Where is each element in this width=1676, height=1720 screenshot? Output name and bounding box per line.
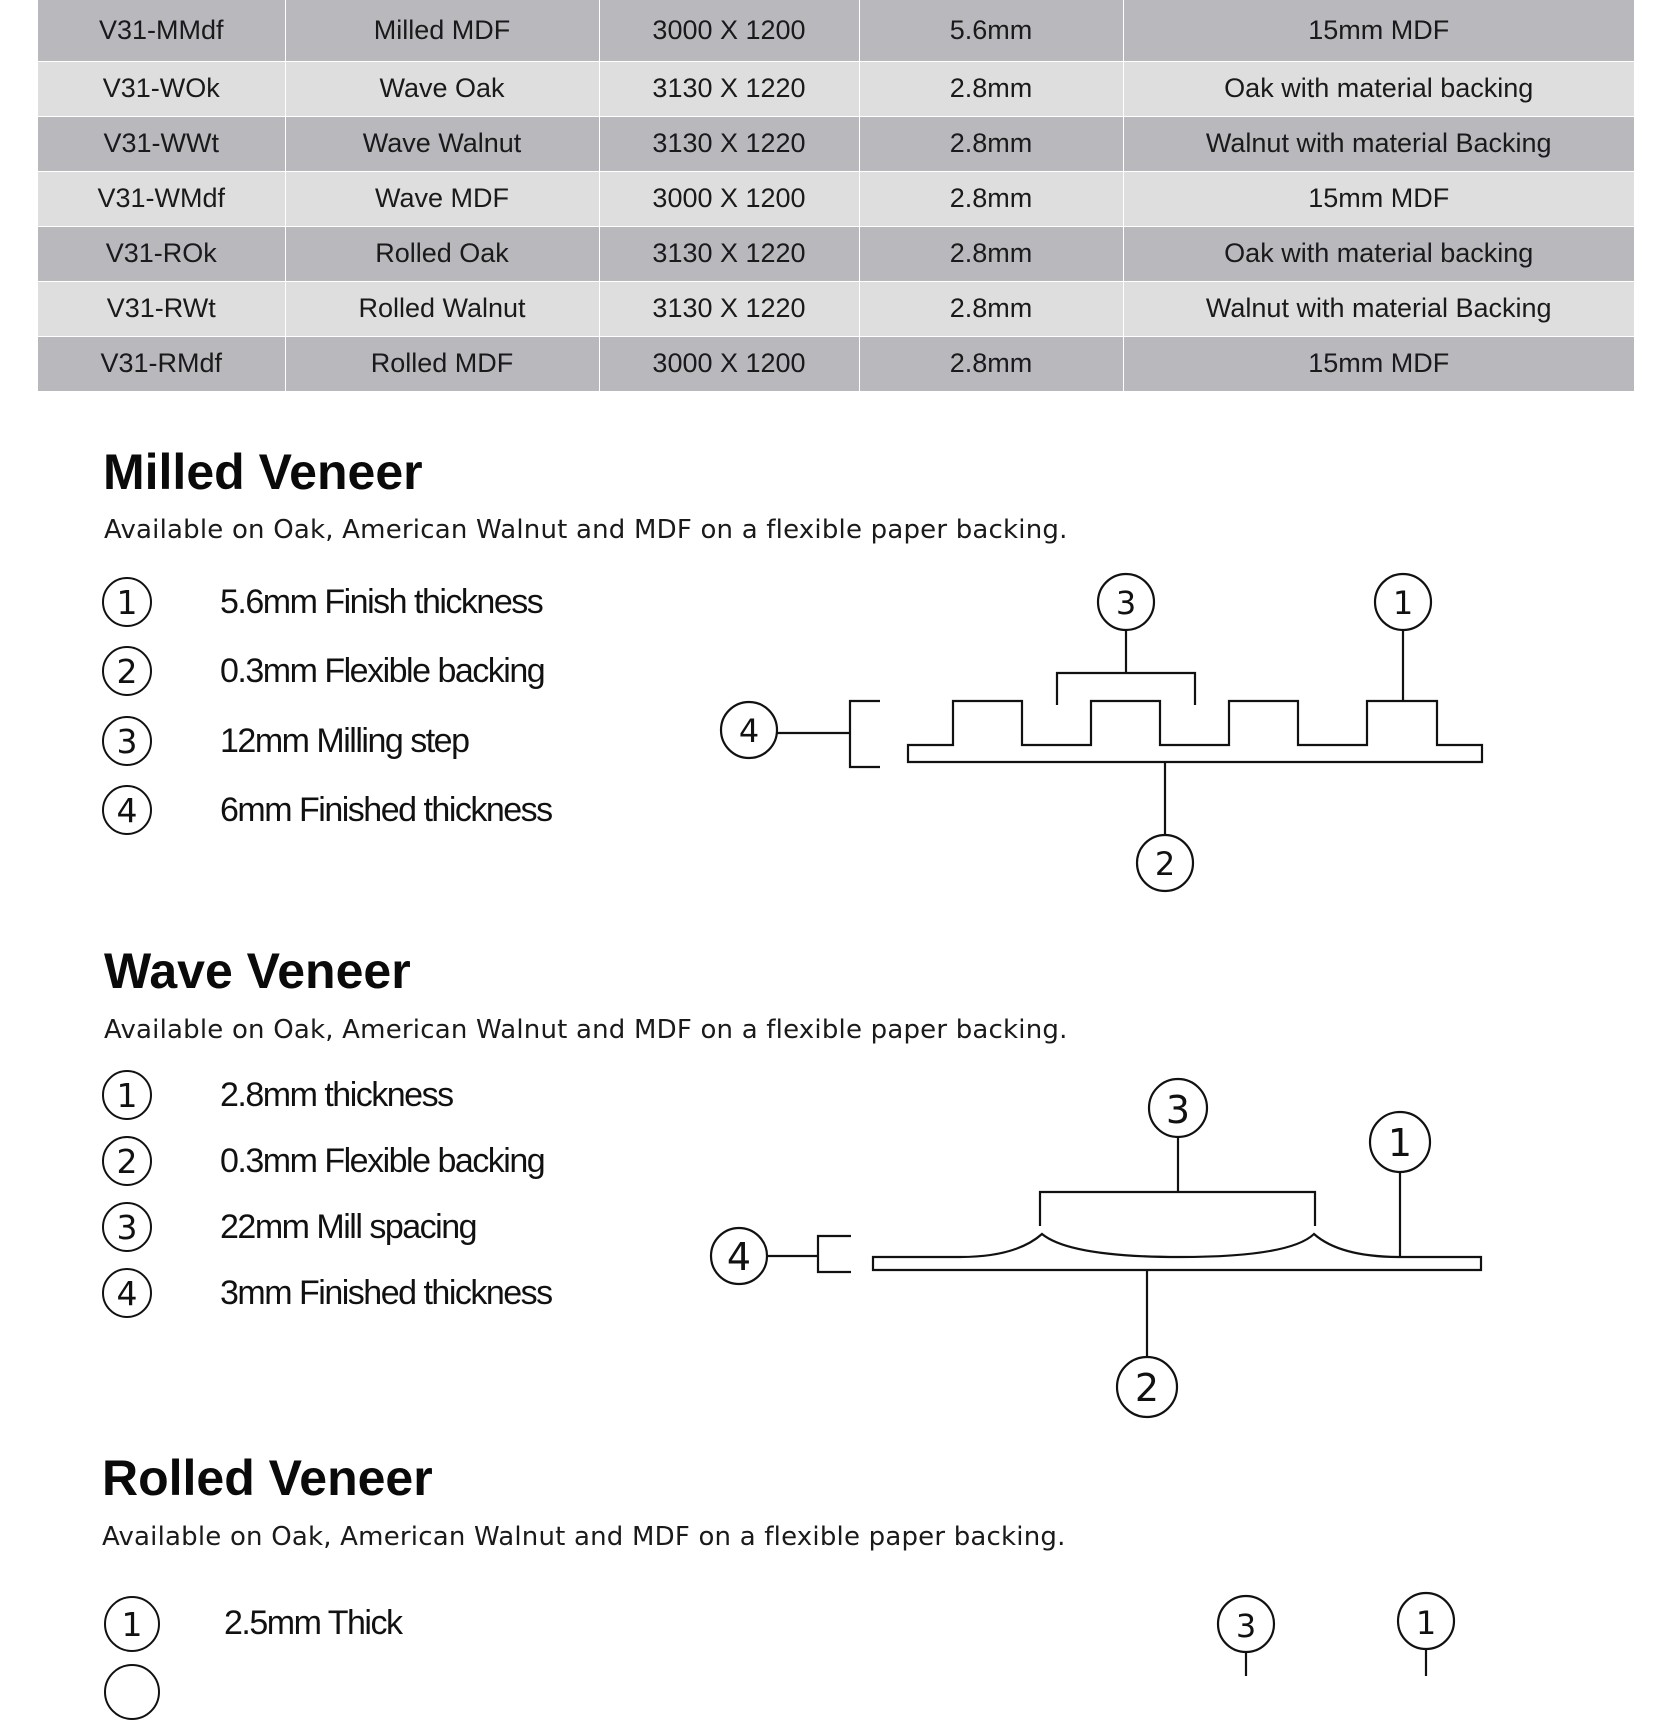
table-cell: 15mm MDF — [1123, 171, 1634, 226]
table-cell: Walnut with material Backing — [1123, 116, 1634, 171]
rolled-subtitle: Available on Oak, American Walnut and MDF on a flexible paper backing. — [102, 1522, 1066, 1552]
table-cell: 2.8mm — [859, 226, 1123, 281]
table-cell: 2.8mm — [859, 281, 1123, 336]
callout-1-label: 1 — [1387, 1121, 1413, 1165]
table-cell: V31-MMdf — [38, 0, 285, 61]
table-cell: 3000 X 1200 — [599, 336, 859, 391]
milled-title: Milled Veneer — [103, 444, 423, 500]
table-cell: 3130 X 1220 — [599, 226, 859, 281]
legend-text: 0.3mm Flexible backing — [220, 652, 545, 690]
legend-text: 2.8mm thickness — [220, 1076, 453, 1114]
legend-text: 3mm Finished thickness — [220, 1274, 552, 1312]
table-cell: 2.8mm — [859, 116, 1123, 171]
table-cell: V31-ROk — [38, 226, 285, 281]
table-cell: V31-WOk — [38, 61, 285, 116]
number-badge: 3 — [102, 716, 152, 766]
table-cell: V31-WWt — [38, 116, 285, 171]
number-badge: 3 — [102, 1202, 152, 1252]
number-badge: 4 — [102, 1268, 152, 1318]
table-cell: 2.8mm — [859, 336, 1123, 391]
number-badge: 1 — [104, 1596, 160, 1652]
wave-title: Wave Veneer — [104, 943, 411, 999]
callout-3-label: 3 — [1165, 1088, 1191, 1132]
callout-3-label: 3 — [1115, 584, 1137, 622]
table-cell: 2.8mm — [859, 171, 1123, 226]
callout-3-label: 3 — [1235, 1607, 1257, 1645]
milled-subtitle: Available on Oak, American Walnut and MDF on a flexible paper backing. — [104, 515, 1068, 545]
table-cell: 3130 X 1220 — [599, 116, 859, 171]
legend-text: 22mm Mill spacing — [220, 1208, 477, 1246]
table-cell: 15mm MDF — [1123, 336, 1634, 391]
callout-4-label: 4 — [738, 712, 760, 750]
table-cell: V31-WMdf — [38, 171, 285, 226]
table-cell: Wave MDF — [285, 171, 599, 226]
number-badge: 1 — [102, 577, 152, 627]
table-cell: Oak with material backing — [1123, 226, 1634, 281]
callout-2-label: 2 — [1134, 1366, 1160, 1410]
legend-text: 0.3mm Flexible backing — [220, 1142, 545, 1180]
table-cell: 3000 X 1200 — [599, 171, 859, 226]
number-badge: 2 — [102, 1136, 152, 1186]
wave-subtitle: Available on Oak, American Walnut and MDF on a flexible paper backing. — [104, 1015, 1068, 1045]
table-cell: Wave Walnut — [285, 116, 599, 171]
table-cell: Walnut with material Backing — [1123, 281, 1634, 336]
table-cell: 3130 X 1220 — [599, 281, 859, 336]
table-cell: Milled MDF — [285, 0, 599, 61]
table-cell: Rolled Walnut — [285, 281, 599, 336]
callout-1-label: 1 — [1415, 1604, 1437, 1642]
callout-2-label: 2 — [1154, 845, 1176, 883]
callout-4-label: 4 — [726, 1235, 752, 1279]
number-badge: 1 — [102, 1070, 152, 1120]
callout-1-label: 1 — [1392, 584, 1414, 622]
table-cell: 15mm MDF — [1123, 0, 1634, 61]
number-badge: 2 — [102, 646, 152, 696]
legend-text: 6mm Finished thickness — [220, 791, 552, 829]
table-cell: 3000 X 1200 — [599, 0, 859, 61]
table-cell: Wave Oak — [285, 61, 599, 116]
table-cell: 2.8mm — [859, 61, 1123, 116]
table-cell: 5.6mm — [859, 0, 1123, 61]
table-cell: Rolled MDF — [285, 336, 599, 391]
table-cell: Oak with material backing — [1123, 61, 1634, 116]
table-cell: 3130 X 1220 — [599, 61, 859, 116]
table-cell: V31-RMdf — [38, 336, 285, 391]
legend-text: 12mm Milling step — [220, 722, 469, 760]
number-badge: 4 — [102, 785, 152, 835]
legend-text: 5.6mm Finish thickness — [220, 583, 543, 621]
table-cell: Rolled Oak — [285, 226, 599, 281]
rolled-title: Rolled Veneer — [102, 1450, 433, 1506]
table-cell: V31-RWt — [38, 281, 285, 336]
legend-text: 2.5mm Thick — [224, 1604, 402, 1642]
